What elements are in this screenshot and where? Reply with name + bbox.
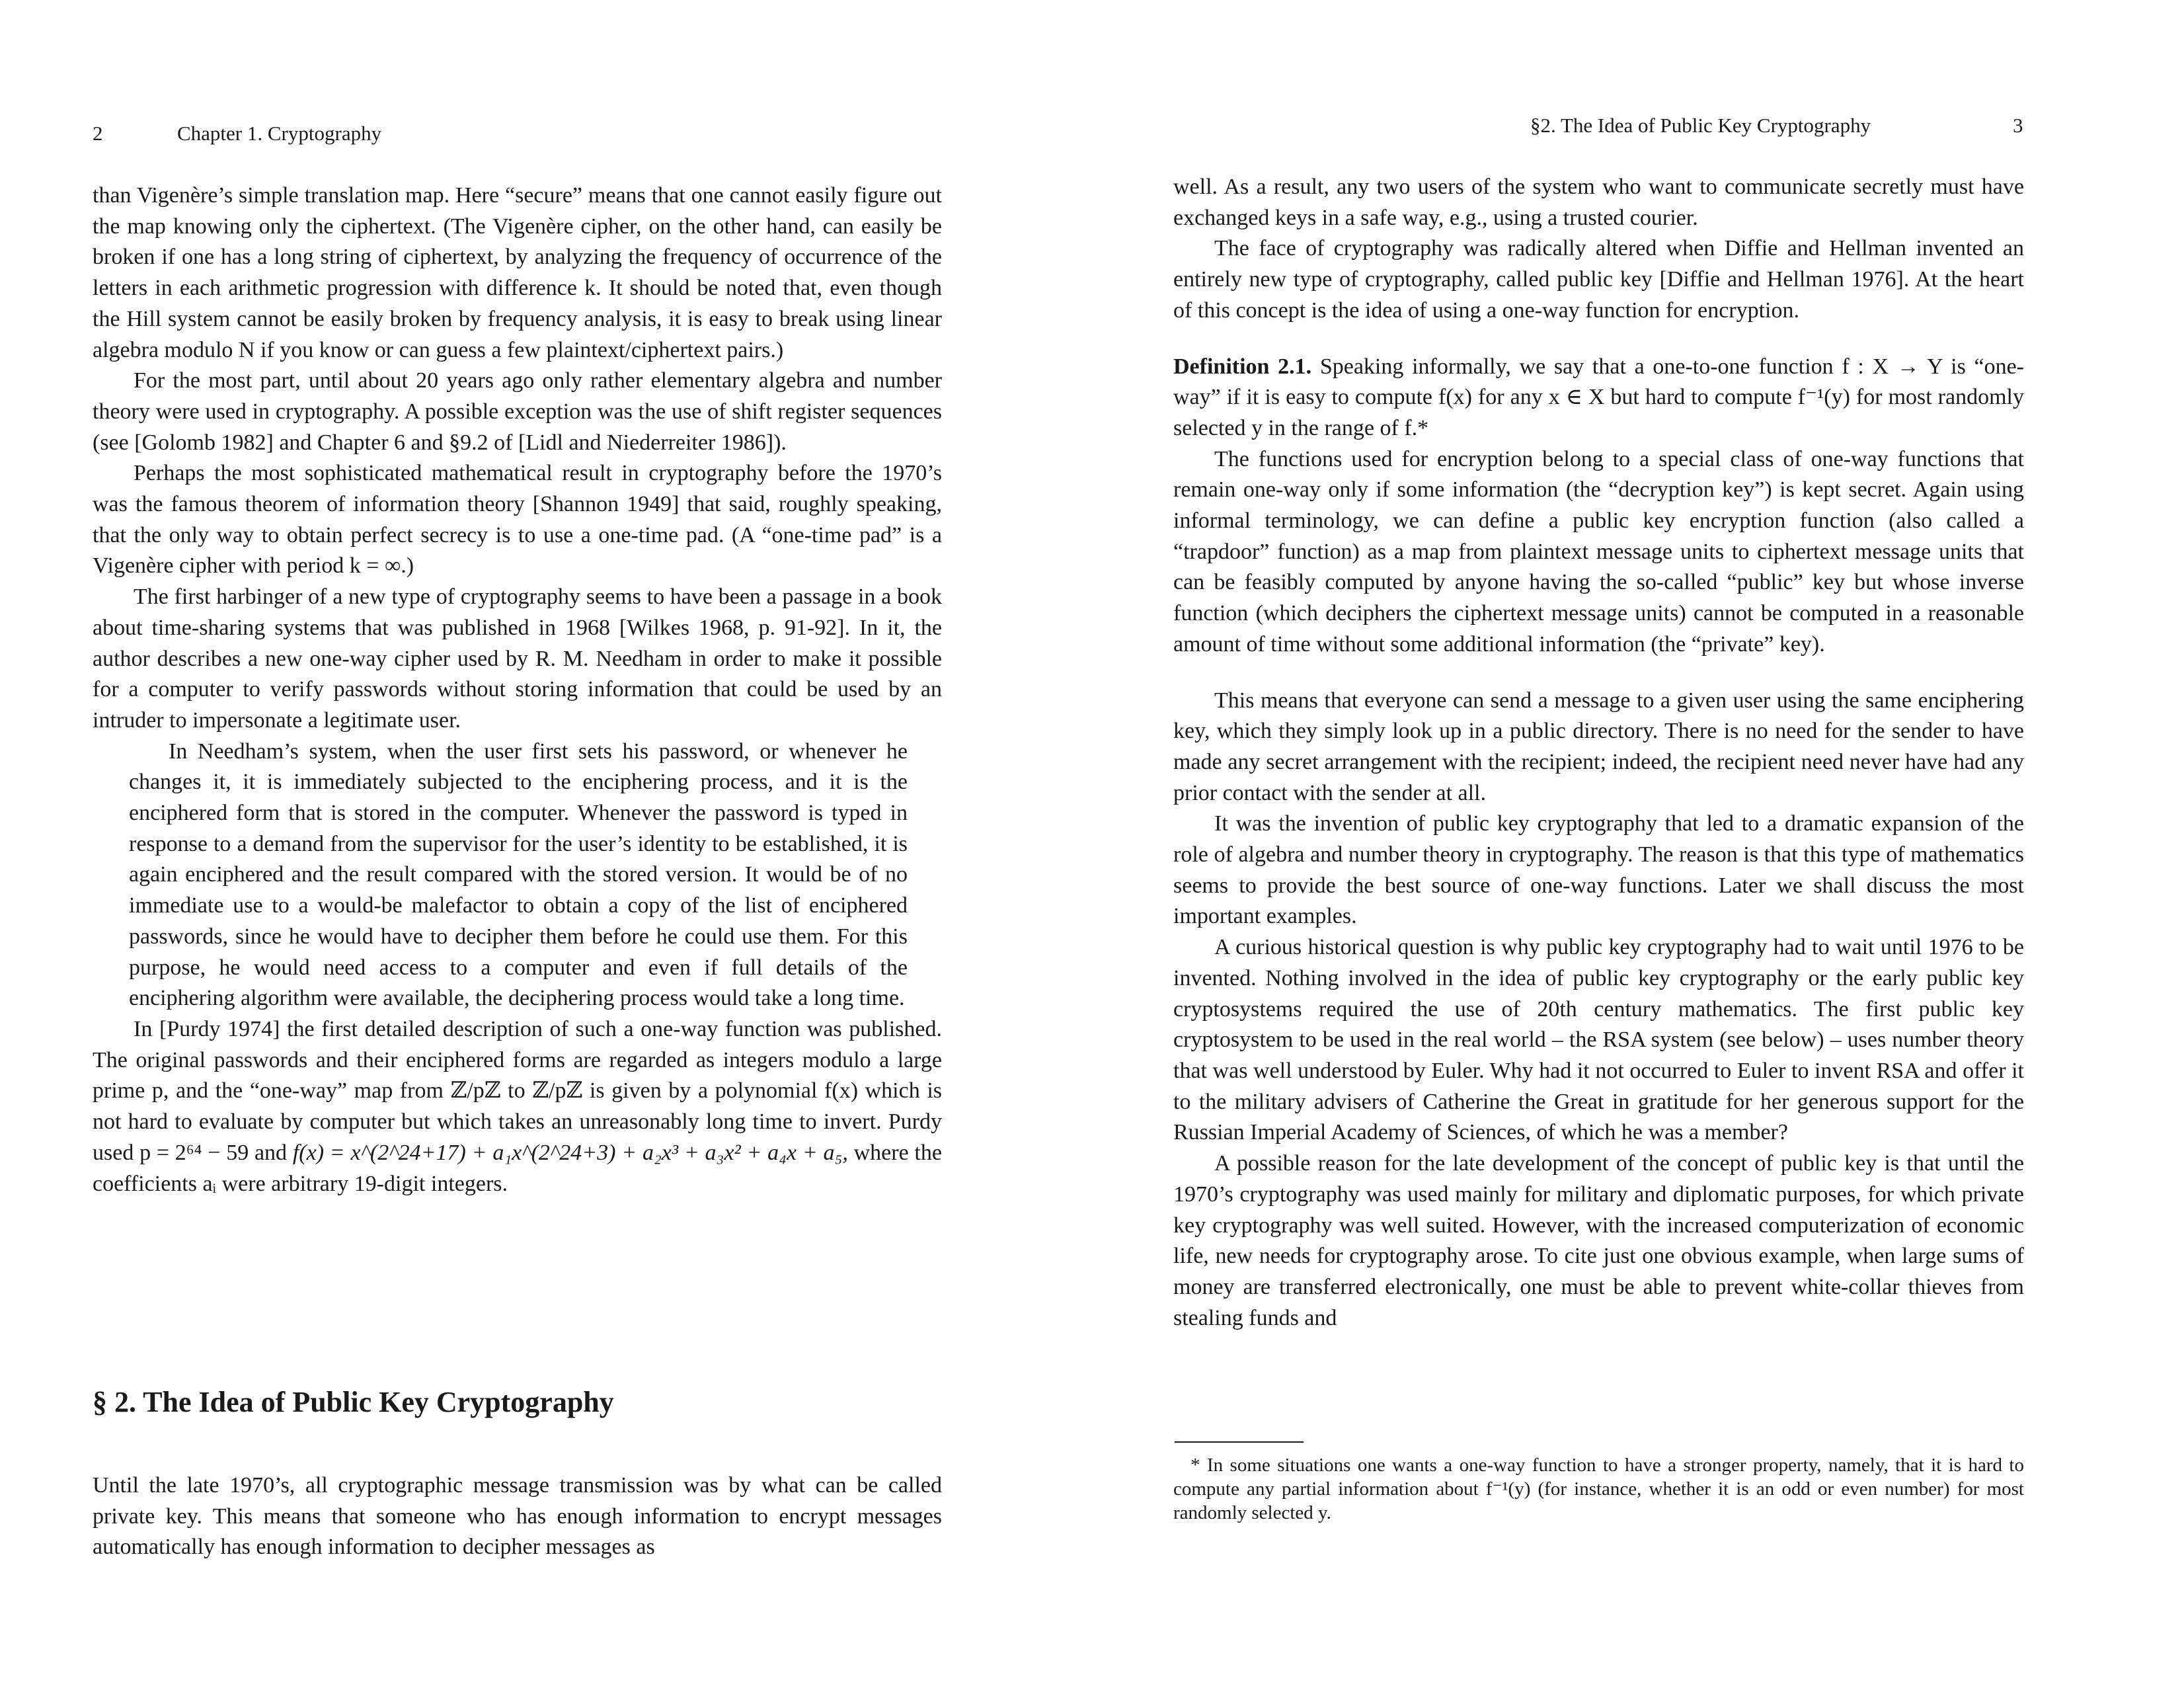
definition [1173,352,2024,444]
page-number: 3 [2013,114,2023,137]
paragraph: The first harbinger of a new type of cryptography seems to have been a passage in a book about time-sharing systems that was published in 1968 [Wilkes 1968, p. 91-92]. In it, the author describes a new one-way cipher used by R. M. Needham in order to make it possible for a computer to verify passwords without storing information that could be used by an intruder to impersonate a legitimate user. [93,584,942,733]
paragraph: The functions used for encryption belong to a special class of one-way functions that remain one-way only if some information (the “decryption key”) is kept secret. Again using informal terminology, we can define a public key encryption function (also called a “trapdoor” function) as a map from plaintext message units to ciphertext message units that can be feasibly computed by anyone having the so-called “public” key but whose inverse function (which deciphers the ciphertext message units) cannot be computed in a reasonable amount of time without some additional information (the “private” key). [1173,446,2024,657]
definition-label: Definition 2.1. [1173,354,1312,379]
running-head: Chapter 1. Cryptography [177,122,382,145]
paragraph: than Vigenère’s simple translation map. Here “secure” means that one cannot easily figure out the map knowing only the ciphertext. (The Vigenère cipher, on the other hand, can easily be broken if one has a long string of ciphertext, by analyzing the frequency of occurrence of the letters in each arithmetic progression with difference k. It should be noted that, even though the Hill system cannot be easily broken by frequency analysis, it is easy to break using linear algebra modulo N if you know or can guess a few plaintext/ciphertext pairs.) [93,183,942,362]
purdy-formula: f(x) = x^(2^24+17) + a₁x^(2^24+3) + a₂x³ + a₃x² + a₄x + a₅, [292,1140,848,1165]
paragraph: A possible reason for the late development of the concept of public key is that until the 1970’s cryptography was used mainly for military and diplomatic purposes, for which private key cryptography was well suited. However, with the increased computerization of economic life, new needs for cryptography arose. To cite just one obvious example, when large sums of money are transferred electronically, one must be able to prevent white-collar thieves from stealing funds and [1173,1151,2024,1330]
paragraph: Until the late 1970’s, all cryptographic message transmission was by what can be called private key. This means that someone who has enough information to encrypt messages automatically has enough information to decipher messages as [93,1473,942,1560]
paragraph: For the most part, until about 20 years ago only rather elementary algebra and number theory were used in cryptography. A possible exception was the use of shift register sequences (see [Golomb 1982] and Chapter 6 and §9.2 of [Lidl and Niederreiter 1986]). [93,368,942,455]
right-body-text [1173,172,2024,1334]
footnote: * In some situations one wants a one-way function to have a stronger property, namely, that it is hard to compute any partial information about f⁻¹(y) (for instance, whether it is an odd or even number) for most randomly selected y. [1173,1455,2024,1523]
footnote-rule [1175,1441,1304,1443]
paragraph: The face of cryptography was radically altered when Diffie and Hellman invented an entirely new type of cryptography, called public key [Diffie and Hellman 1976]. At the heart of this concept is the idea of using a one-way function for encryption. [1173,236,2024,323]
block-quote: In Needham’s system, when the user first sets his password, or whenever he changes it, it is immediately subjected to the enciphering process, and it is the enciphered form that is stored in the computer. Whenever the password is typed in response to a demand from the supervisor for the user’s identity to be established, it is again enciphered and the result compared with the stored version. It would be of no immediate use to a would-be malefactor to obtain a copy of the list of enciphered passwords, since he would have to decipher them before he could use them. For this purpose, he would need access to a computer and even if full details of the enciphering algorithm were available, the deciphering process would take a long time. [129,739,908,1011]
section-heading: § 2. The Idea of Public Key Cryptography [93,1386,614,1418]
page-number: 2 [93,122,103,145]
left-body-text [93,181,942,1199]
paragraph-purdy [93,1014,942,1199]
paragraph: This means that everyone can send a message to a given user using the same enciphering key, which they simply look up in a public directory. There is no need for the sender to have made any secret arrangement with the recipient; indeed, the recipient need never have had any prior contact with the sender at all. [1173,688,2024,805]
definition-text: Speaking informally, we say that a one-to-one function f : X → Y is “one-way” if it is easy to compute f(x) for any x ∈ X but hard to compute f⁻¹(y) for most randomly selected y in the range of f.* [1173,354,2024,440]
left-closing-text [93,1470,942,1563]
paragraph: well. As a result, any two users of the system who want to communicate secretly must have exchanged keys in a safe way, e.g., using a trusted courier. [1173,175,2024,230]
right-page [1092,0,2184,1686]
purdy-tail: where the coefficients aᵢ were arbitrary 19-digit integers. [93,1140,942,1196]
running-head: §2. The Idea of Public Key Cryptography [1530,114,1871,137]
purdy-text: In [Purdy 1974] the first detailed description of such a one-way function was published. The original passwords and their enciphered forms are regarded as integers modulo a large prime p, and the “one-way” map from ℤ/pℤ to ℤ/pℤ is given by a polynomial f(x) which is not hard to evaluate by computer but which takes an unreasonably long time to invert. Purdy used p = 2⁶⁴ − 59 and [93,1016,942,1165]
paragraph: It was the invention of public key cryptography that led to a dramatic expansion of the role of algebra and number theory in cryptography. The reason is that this type of mathematics seems to provide the best source of one-way functions. Later we shall discuss the most important examples. [1173,811,2024,929]
paragraph: Perhaps the most sophisticated mathematical result in cryptography before the 1970’s was the famous theorem of information theory [Shannon 1949] that said, roughly speaking, that the only way to obtain perfect secrecy is to use a one-time pad. (A “one-time pad” is a Vigenère cipher with period k = ∞.) [93,461,942,579]
paragraph: A curious historical question is why public key cryptography had to wait until 1976 to be invented. Nothing involved in the idea of public key cryptography or the early public key cryptosystems required the use of 20th century mathematics. The first public key cryptosystem to be used in the real world – the RSA system (see below) – uses number theory that was well understood by Euler. Why had it not occurred to Euler to invent RSA and offer it to the military advisers of Catherine the Great in gratitude for her generous support for the Russian Imperial Academy of Sciences, of which he was a member? [1173,935,2024,1145]
